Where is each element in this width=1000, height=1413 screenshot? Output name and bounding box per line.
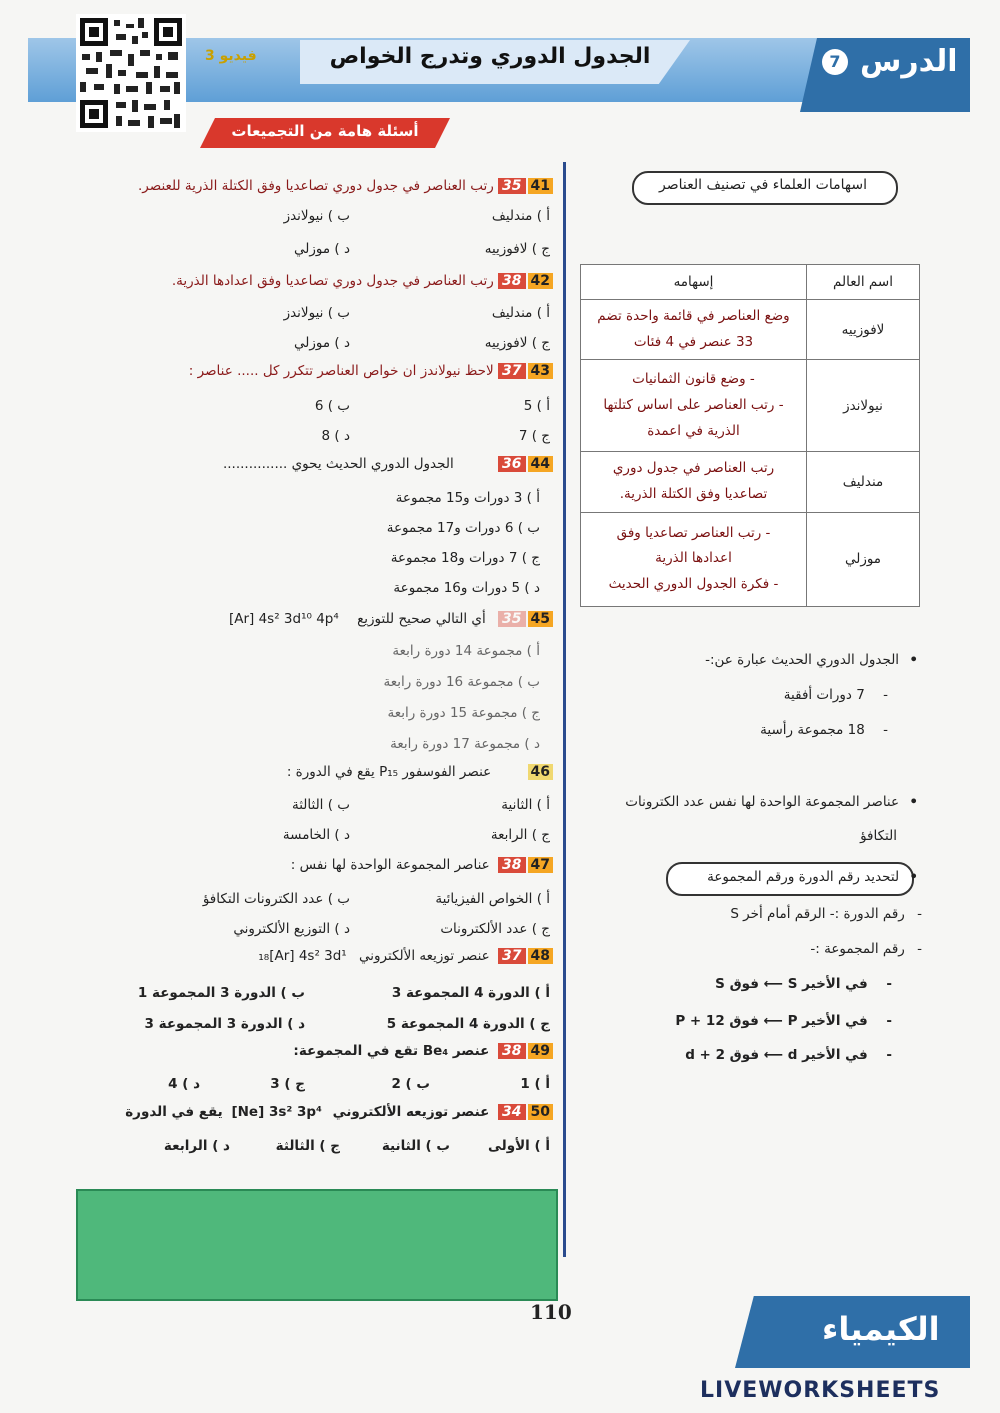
qr-code-icon[interactable] (76, 14, 186, 132)
lesson-number: 7 (822, 49, 848, 75)
option-b[interactable]: ب ) مجموعة 16 دورة رابعة (383, 674, 540, 690)
table-header-row (581, 265, 920, 300)
option-b[interactable]: ب ) نيولاندز (283, 305, 350, 321)
column-divider (563, 162, 566, 1257)
answer-box[interactable] (76, 1189, 558, 1301)
dash-icon: - (886, 1047, 892, 1063)
page-number: 110 (530, 1300, 572, 1324)
question-text: أي التالي صحيح للتوزيع (357, 611, 486, 627)
note-modern-table (705, 652, 918, 668)
options-44 (100, 490, 550, 600)
contrib-line: 33 عنصر في 4 فئات (633, 333, 754, 350)
electron-config: [Ne] 3s² 3p⁴ (231, 1104, 322, 1120)
question-tag: 35 (498, 178, 525, 194)
question-tag: 35 (498, 611, 525, 627)
option-a[interactable]: أ ) الأولى (488, 1138, 550, 1154)
dash-icon: - (883, 687, 888, 703)
option-a[interactable]: أ ) 1 (520, 1076, 550, 1092)
question-41 (100, 178, 553, 194)
note-text: رقم المجموعة :- (810, 941, 905, 957)
watermark-logo: LIVEWORKSHEETS (700, 1378, 941, 1403)
option-a[interactable]: أ ) مندليف (491, 208, 550, 224)
electron-config: [Ar] 4s² 3d¹⁰ 4p⁴ (228, 611, 339, 627)
note-groups (760, 722, 888, 738)
options-42 (100, 305, 550, 365)
contrib-line: تصاعديا وفق الكتلة الذرية. (619, 485, 768, 502)
option-c[interactable]: ج ) الثالثة (275, 1138, 340, 1154)
option-d[interactable]: د ) 4 (168, 1076, 200, 1092)
question-number: 41 (528, 178, 553, 194)
option-a[interactable]: أ ) الثانية (501, 797, 550, 813)
scientist-contrib (581, 452, 807, 512)
option-d[interactable]: د ) الخامسة (282, 827, 350, 843)
question-tag: 37 (498, 363, 525, 379)
question-text: الجدول الدوري الحديث يحوي ............... (222, 456, 454, 472)
question-50 (100, 1104, 553, 1120)
note-text: في الأخير P ⟵ فوق P + 12 (675, 1013, 868, 1029)
question-number: 48 (528, 948, 553, 964)
dash-icon: - (917, 906, 922, 922)
option-b[interactable]: ب ) الثالثة (291, 797, 350, 813)
scientist-name: لافوزييه (807, 300, 920, 360)
note-text: 7 دورات أفقية (783, 687, 865, 703)
question-text-after: يقع في الدورة (125, 1104, 223, 1120)
table-row (581, 300, 920, 360)
note-group-elements-cont (860, 828, 897, 844)
option-b[interactable]: ب ) 6 دورات و17 مجموعة (386, 520, 540, 536)
option-c[interactable]: ج ) مجموعة 15 دورة رابعة (387, 705, 540, 721)
scientists-table (580, 264, 920, 607)
scientist-name: موزلي (807, 512, 920, 606)
note-group-rule (810, 941, 922, 957)
subject-title: الكيمياء (822, 1310, 940, 1348)
question-text: لاحظ نيولاندز ان خواص العناصر تتكرر كل ..... عناصر : (188, 363, 494, 379)
note-rule-p (675, 1013, 892, 1029)
dash-icon: - (917, 941, 922, 957)
options-48 (100, 985, 550, 1045)
option-d[interactable]: د ) موزلي (294, 241, 350, 257)
option-b[interactable]: ب ) 2 (391, 1076, 430, 1092)
note-text: التكافؤ (860, 828, 897, 844)
question-tag: 38 (498, 857, 525, 873)
options-41 (100, 208, 550, 268)
note-group-elements (625, 794, 918, 810)
option-c[interactable]: ج ) عدد الألكترونات (440, 921, 550, 937)
note-text: في الأخير S ⟵ فوق S (715, 976, 868, 992)
option-a[interactable]: أ ) الدورة 4 المجموعة 3 (391, 985, 550, 1001)
option-c[interactable]: ج ) الدورة 4 المجموعة 5 (386, 1016, 550, 1032)
question-number: 45 (528, 611, 553, 627)
contrib-line: - فكرة الجدول الدوري الحديث (608, 575, 779, 592)
question-tag: 34 (498, 1104, 525, 1120)
option-a[interactable]: أ ) الخواص الفيزيائية (435, 891, 550, 907)
question-text: رتب العناصر في جدول دوري تصاعديا وفق اعدادها الذرية. (171, 273, 494, 289)
note-periods (784, 687, 888, 703)
question-47 (100, 857, 553, 873)
question-tag: 36 (498, 456, 525, 472)
col-contrib-header: إسهامه (581, 265, 807, 300)
dash-icon: - (886, 976, 892, 992)
question-tag: 38 (498, 273, 525, 289)
option-c[interactable]: ج ) الرابعة (490, 827, 550, 843)
scientists-title: اسهامات العلماء في تصنيف العناصر (659, 177, 867, 193)
option-b[interactable]: ب ) 6 (314, 398, 350, 414)
table-row (581, 452, 920, 512)
contrib-line: - رتب العناصر على اساس كتلتها (603, 396, 784, 413)
question-number: 47 (528, 857, 553, 873)
lesson-label: الدرس (860, 44, 958, 79)
option-d[interactable]: د ) 5 دورات و16 مجموعة (393, 580, 540, 596)
note-text: رقم الدورة :- الرقم أمام أخر S (730, 906, 905, 922)
question-48 (100, 948, 553, 964)
contrib-line: الذرية في اعمدة (647, 422, 740, 439)
option-d[interactable]: د ) الرابعة (163, 1138, 230, 1154)
question-text: عنصر الفوسفور P₁₅ يقع في الدورة : (286, 764, 492, 780)
options-45 (100, 643, 550, 753)
note-rule-d (685, 1047, 892, 1063)
option-d[interactable]: د ) مجموعة 17 دورة رابعة (390, 736, 540, 752)
question-text: عنصر توزيعه الألكتروني (332, 1104, 490, 1120)
col-name-header: اسم العالم (807, 265, 920, 300)
note-text: لتحديد رقم الدورة ورقم المجموعة (707, 869, 900, 885)
scientist-name: مندليف (807, 452, 920, 512)
options-49 (100, 1076, 550, 1106)
question-text: عناصر المجموعة الواحدة لها نفس : (290, 857, 490, 873)
section-subtitle: أسئلة هامة من التجميعات (231, 122, 419, 140)
option-d[interactable]: د ) الدورة 3 المجموعة 3 (144, 1016, 305, 1032)
question-44 (100, 456, 553, 472)
scientist-name: نيولاندز (807, 360, 920, 452)
note-text: الجدول الدوري الحديث عبارة عن:- (705, 652, 900, 668)
option-a[interactable]: أ ) مندليف (491, 305, 550, 321)
question-number: 50 (528, 1104, 553, 1120)
contrib-line: رتب العناصر في جدول دوري (612, 460, 775, 477)
question-number: 43 (528, 363, 553, 379)
option-b[interactable]: ب ) الدورة 3 المجموعة 1 (137, 985, 305, 1001)
electron-config: ₁₈[Ar] 4s² 3d¹ (258, 948, 347, 964)
question-number: 44 (528, 456, 553, 472)
options-47 (100, 891, 550, 951)
question-tag: 37 (498, 948, 525, 964)
question-46 (100, 764, 553, 780)
options-50 (100, 1138, 550, 1168)
scientist-contrib (581, 300, 807, 360)
page-title: الجدول الدوري وتدرج الخواص (329, 44, 651, 69)
option-c[interactable]: ج ) 3 (270, 1076, 305, 1092)
note-text: عناصر المجموعة الواحدة لها نفس عدد الكترونات (625, 794, 900, 810)
option-a[interactable]: أ ) 3 دورات و15 مجموعة (395, 490, 540, 506)
contrib-line: وضع العناصر في قائمة واحدة تضم (597, 308, 790, 324)
option-c[interactable]: ج ) لافوزييه (484, 335, 550, 351)
question-49 (100, 1043, 553, 1059)
note-text: 18 مجموعة رأسية (760, 722, 865, 738)
option-a[interactable]: أ ) مجموعة 14 دورة رابعة (392, 643, 540, 659)
question-number: 42 (528, 273, 553, 289)
options-43 (100, 398, 550, 458)
question-text: عنصر توزيعه الألكتروني (359, 948, 490, 964)
bullet-icon: • (909, 652, 918, 668)
table-row (581, 360, 920, 452)
question-text: عنصر Be₄ تقع في المجموعة: (293, 1043, 490, 1059)
option-b[interactable]: ب ) نيولاندز (283, 208, 350, 224)
question-text: رتب العناصر في جدول دوري تصاعديا وفق الكتلة الذرية للعنصر. (138, 178, 494, 194)
option-d[interactable]: د ) موزلي (294, 335, 350, 351)
options-46 (100, 797, 550, 857)
option-d[interactable]: د ) 8 (321, 428, 350, 444)
option-b[interactable]: ب ) عدد الكترونات التكافؤ (202, 891, 350, 907)
question-tag: 38 (498, 1043, 525, 1059)
note-determine (707, 869, 918, 885)
option-c[interactable]: ج ) 7 دورات و18 مجموعة (390, 550, 540, 566)
note-rule-s (715, 976, 892, 992)
contrib-line: - رتب العناصر تصاعديا وفق (616, 524, 771, 541)
dash-icon: - (886, 1013, 892, 1029)
note-text: في الأخير d ⟵ فوق d + 2 (685, 1047, 868, 1063)
question-number: 46 (528, 764, 553, 780)
question-number: 49 (528, 1043, 553, 1059)
contrib-line: - وضع قانون الثمانيات (632, 371, 755, 388)
bullet-icon: • (909, 794, 918, 810)
dash-icon: - (883, 722, 888, 738)
question-42 (100, 273, 553, 289)
option-b[interactable]: ب ) الثانية (381, 1138, 450, 1154)
scientist-contrib (581, 512, 807, 606)
table-row (581, 512, 920, 606)
question-45 (100, 611, 553, 627)
option-d[interactable]: د ) التوزيع الألكتروني (233, 921, 350, 937)
note-period-rule (730, 906, 922, 922)
video-label[interactable]: فيديو 3 (205, 48, 257, 64)
scientist-contrib (581, 360, 807, 452)
option-c[interactable]: ج ) 7 (518, 428, 550, 444)
question-43 (100, 363, 553, 379)
bullet-icon: • (909, 869, 918, 885)
option-c[interactable]: ج ) لافوزييه (484, 241, 550, 257)
contrib-line: اعدادها الذرية (655, 550, 732, 567)
option-a[interactable]: أ ) 5 (523, 398, 550, 414)
